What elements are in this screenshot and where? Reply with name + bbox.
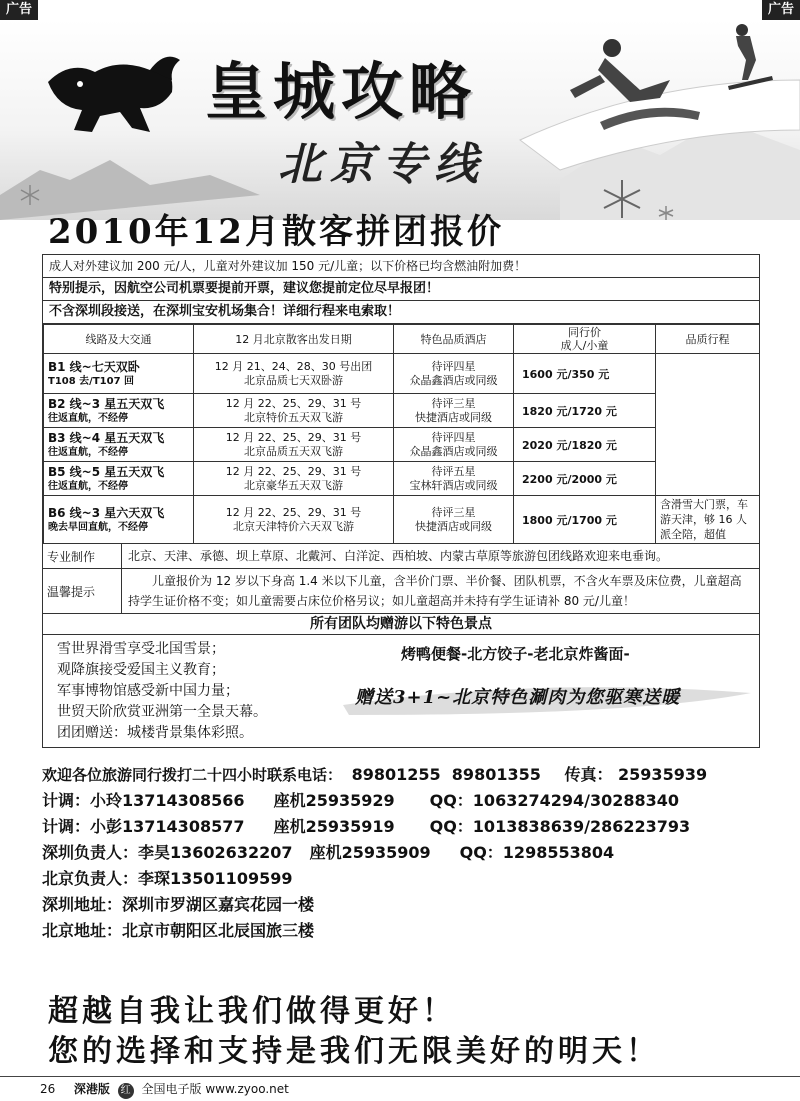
notice-pickup: 不含深圳段接送，在深圳宝安机场集合！详细行程来电索取！ [43, 301, 759, 324]
slogan-2: 您的选择和支持是我们无限美好的明天！ [48, 1034, 660, 1069]
header-hotel: 特色品质酒店 [394, 325, 514, 354]
price-frame [42, 254, 760, 748]
header-price: 同行价 成人/小童 [514, 325, 656, 354]
route-sub: 往返直航，不经停 [48, 481, 128, 492]
hotel-star: 待评四星 [431, 430, 476, 444]
contact-row [42, 840, 782, 866]
contact-row [42, 788, 782, 814]
header-quality: 品质行程 [656, 325, 760, 354]
contact-landline: 座机25935909 [309, 843, 431, 862]
route-dates: 12 月 21、24、28、30 号出团 [214, 359, 373, 373]
gift-list [57, 639, 267, 744]
list-item: 世贸天阶欣赏亚洲第一全景天幕。 [57, 704, 267, 720]
notice-early-booking: 特别提示，因航空公司机票要提前开票，建议您提前定位尽早报团！ [43, 278, 759, 301]
route-price: 2200 元/2000 元 [514, 462, 656, 496]
route-name: B5 线~5 星五天双飞 [48, 465, 165, 479]
hotel-star: 待评五星 [431, 464, 476, 478]
hotel-star: 待评四星 [431, 359, 476, 373]
slogan-1: 超越自我让我们做得更好！ [48, 994, 456, 1029]
contact-role: 计调： [42, 817, 91, 836]
route-sub: 晚去早回直航，不经停 [48, 522, 148, 533]
hotel-star: 待评三星 [431, 396, 476, 410]
route-name: B2 线~3 星五天双飞 [48, 397, 165, 411]
banner-subtitle: 北京专线 [278, 139, 486, 190]
edition-label: 深港版 [73, 1082, 110, 1096]
table-row [44, 354, 760, 394]
gift-food: 烤鸭便餐-北方饺子-老北京炸酱面- [401, 645, 630, 663]
price-table [43, 324, 760, 544]
fax-number: 25935939 [618, 765, 708, 784]
fax-label: 传真： [564, 765, 613, 784]
route-dates: 12 月 22、25、29、31 号 [225, 505, 362, 519]
hotel-name: 宝林轩酒店或同级 [409, 478, 498, 492]
route-price: 1800 元/1700 元 [514, 496, 656, 544]
address-value: 北京市朝阳区北辰国旅三楼 [122, 921, 315, 940]
contact-person: 小玲13714308566 [90, 791, 245, 810]
shenzhen-address [42, 892, 782, 918]
route-dates: 12 月 22、25、29、31 号 [225, 464, 362, 478]
list-item: 团团赠送：城楼背景集体彩照。 [57, 725, 253, 741]
info-row-tips [43, 568, 759, 613]
hotline-label: 欢迎各位旅游同行拨打二十四小时联系电话： [42, 766, 343, 784]
page-footer [0, 1076, 800, 1101]
notice-surcharge: 成人对外建议加 200 元/人，儿童对外建议加 150 元/儿童；以下价格已均含燃油附加费！ [43, 255, 759, 278]
banner-title: 皇城攻略 [205, 55, 478, 128]
address-value: 深圳市罗湖区嘉宾花园一楼 [122, 895, 315, 914]
contact-qq: QQ：1063274294/30288340 [429, 791, 680, 810]
contact-role: 北京负责人： [42, 869, 139, 888]
contact-person: 李琛13501109599 [138, 869, 293, 888]
hotel-name: 快捷酒店或同级 [415, 410, 492, 424]
ad-tag-left: 广告 [0, 0, 38, 20]
info-row-production [43, 544, 759, 568]
contact-landline: 座机25935929 [273, 791, 395, 810]
info-label: 专业制作 [43, 544, 122, 568]
contact-qq: QQ：1013838639/286223793 [429, 817, 691, 836]
table-header-row [44, 325, 760, 354]
contact-role: 深圳负责人： [42, 843, 139, 862]
table-row [44, 462, 760, 496]
table-row [44, 496, 760, 544]
beijing-address [42, 918, 782, 944]
list-item: 观降旗接受爱国主义教育； [57, 662, 225, 678]
edition-badge: 红 [118, 1083, 134, 1099]
header-route: 线路及大交通 [44, 325, 194, 354]
list-item: 雪世界滑雪享受北国雪景； [57, 641, 225, 657]
table-row [44, 394, 760, 428]
contact-qq: QQ：1298553804 [459, 843, 615, 862]
route-tour: 北京品质七天双卧游 [244, 373, 343, 387]
hotel-name: 众晶鑫酒店或同级 [409, 444, 498, 458]
route-sub: 往返直航，不经停 [48, 447, 128, 458]
route-tour: 北京品质五天双飞游 [244, 444, 343, 458]
hotel-star: 待评三星 [431, 505, 476, 519]
contact-row [42, 814, 782, 840]
contact-landline: 座机25935919 [273, 817, 395, 836]
gift-box [43, 634, 759, 747]
page-number: 26 [40, 1082, 56, 1096]
route-name: B1 线~七天双卧 [48, 360, 140, 374]
hotel-name: 众晶鑫酒店或同级 [409, 373, 498, 387]
gift-bonus: 赠送3+1~北京特色涮肉为您驱寒送暖 [355, 687, 681, 708]
banner [0, 20, 800, 220]
contacts [42, 762, 782, 944]
quality-note: 含滑雪大门票，车游天津，够 16 人派全陪，超值 [656, 496, 760, 544]
route-price: 1820 元/1720 元 [514, 394, 656, 428]
route-name: B6 线~3 星六天双飞 [48, 506, 165, 520]
skier-icon [728, 24, 773, 90]
ad-tag-right: 广告 [762, 0, 800, 20]
info-text: 北京、天津、承德、坝上草原、北戴河、白洋淀、西柏坡、内蒙古草原等旅游包团线路欢迎来电垂询。 [128, 549, 669, 563]
page-headline: 2010年12月散客拼团报价 [48, 212, 504, 252]
route-price: 2020 元/1820 元 [514, 428, 656, 462]
route-dates: 12 月 22、25、29、31 号 [225, 396, 362, 410]
route-sub: T108 去/T107 回 [48, 376, 135, 387]
info-text: 儿童报价为 12 岁以下身高 1.4 米以下儿童，含半价门票、半价餐、团队机票，不含火车票及床位费，儿童超高持学生证价格不变；如儿童需要占床位价格另议；如儿童超高并未持有学生证请补 80 元/儿童！ [128, 574, 742, 608]
contact-person: 李昊13602632207 [138, 843, 293, 862]
contact-person: 小彭13714308577 [90, 817, 245, 836]
qilin-logo-icon [48, 57, 180, 132]
beijing-manager [42, 866, 782, 892]
gift-title: 所有团队均赠游以下特色景点 [43, 613, 759, 634]
site-link[interactable]: 全国电子版 www.zyoo.net [141, 1082, 289, 1096]
route-tour: 北京豪华五天双飞游 [244, 478, 343, 492]
table-row [44, 428, 760, 462]
address-label: 北京地址： [42, 921, 123, 940]
route-tour: 北京特价五天双飞游 [244, 410, 343, 424]
hotline-phones: 89801255 89801355 [351, 765, 541, 784]
list-item: 军事博物馆感受新中国力量； [57, 683, 239, 699]
info-label: 温馨提示 [43, 569, 122, 613]
hotline-line [42, 762, 782, 788]
address-label: 深圳地址： [42, 895, 123, 914]
route-price: 1600 元/350 元 [514, 354, 656, 394]
route-dates: 12 月 22、25、29、31 号 [225, 430, 362, 444]
contact-role: 计调： [42, 791, 91, 810]
route-sub: 往返直航，不经停 [48, 413, 128, 424]
header-dates: 12 月北京散客出发日期 [194, 325, 394, 354]
hotel-name: 快捷酒店或同级 [415, 519, 492, 533]
route-name: B3 线~4 星五天双飞 [48, 431, 165, 445]
route-tour: 北京天津特价六天双飞游 [233, 519, 354, 533]
